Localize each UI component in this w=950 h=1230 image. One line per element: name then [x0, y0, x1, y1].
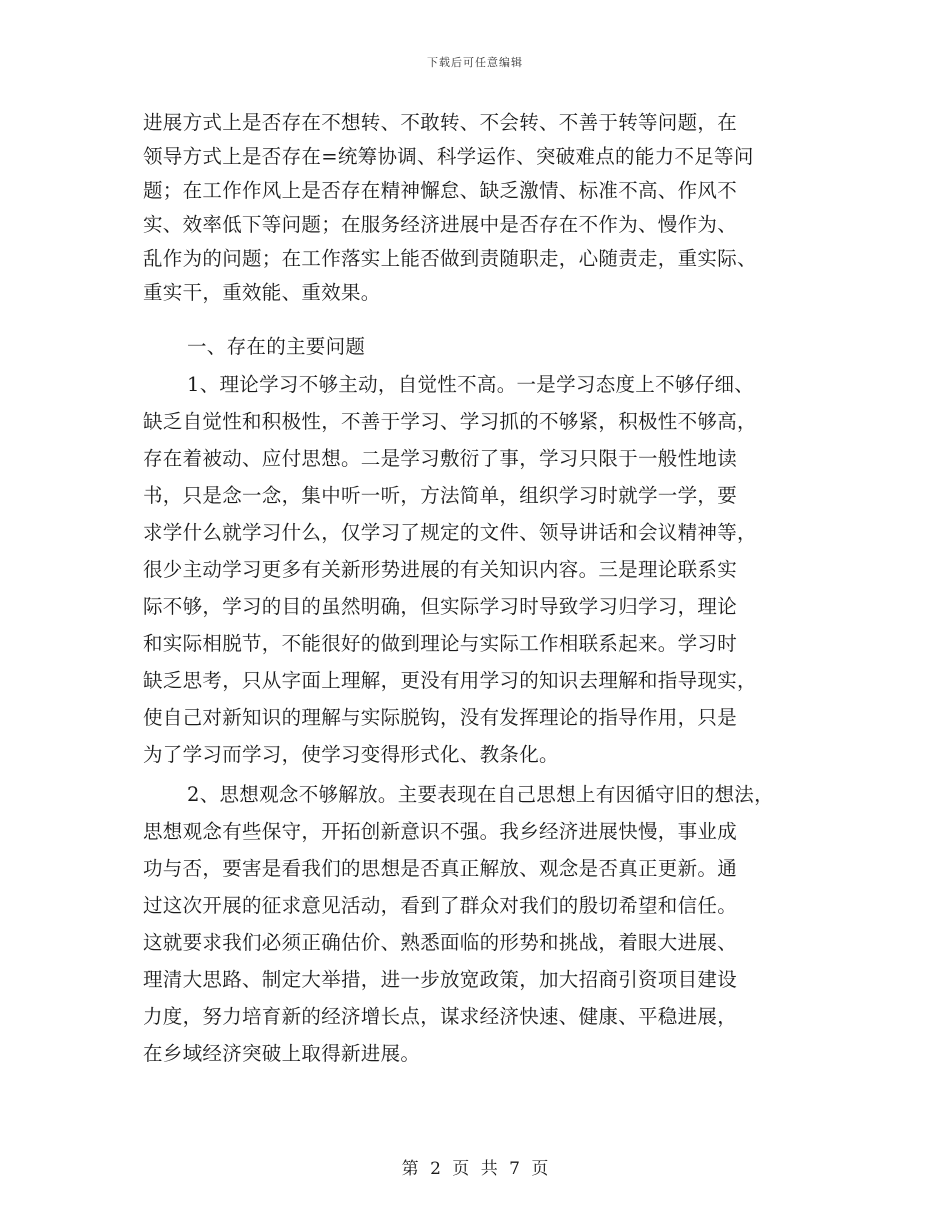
text-line: 思想观念有些保守，开拓创新意识不强。我乡经济进展快慢，事业成: [143, 820, 738, 843]
text-line: 这就要求我们必须正确估价、熟悉面临的形势和挑战，着眼大进展、: [143, 931, 738, 954]
text-line: 进展方式上是否存在不想转、不敢转、不会转、不善于转等问题，在: [143, 111, 738, 134]
text-line: 题；在工作作风上是否存在精神懈怠、缺乏激情、标准不高、作风不: [143, 179, 738, 202]
text-line: 际不够，学习的目的虽然明确，但实际学习时导致学习归学习，理论: [143, 595, 738, 618]
text-line: 缺乏思考，只从字面上理解，更没有用学习的知识去理解和指导现实，: [143, 669, 757, 692]
text-line: 实、效率低下等问题；在服务经济进展中是否存在不作为、慢作为、: [143, 213, 738, 236]
text-line: 过这次开展的征求意见活动，看到了群众对我们的殷切希望和信任。: [143, 894, 738, 917]
text-line: 存在着被动、应付思想。二是学习敷衍了事，学习只限于一般性地读: [143, 447, 738, 470]
section-heading: 一、存在的主要问题: [187, 335, 366, 358]
text-line: 理清大思路、制定大举措，进一步放宽政策，加大招商引资项目建设: [143, 968, 738, 991]
text-line: 力度，努力培育新的经济增长点，谋求经济快速、健康、平稳进展，: [143, 1005, 738, 1028]
text-line: 使自己对新知识的理解与实际脱钩，没有发挥理论的指导作用，只是: [143, 706, 738, 729]
text-line: 缺乏自觉性和积极性，不善于学习、学习抓的不够紧，积极性不够高，: [143, 410, 757, 433]
text-line: 重实干，重效能、重效果。: [143, 281, 381, 304]
text-line: 领导方式上是否存在=统筹协调、科学运作、突破难点的能力不足等问: [143, 145, 754, 168]
text-line: 功与否，要害是看我们的思想是否真正解放、观念是否真正更新。通: [143, 857, 738, 880]
paragraph-start: 1、理论学习不够主动，自觉性不高。一是学习态度上不够仔细、: [187, 373, 755, 396]
text-line: 为了学习而学习，使学习变得形式化、教条化。: [143, 743, 559, 766]
page-number: 第 2 页 共 7 页: [401, 1159, 549, 1179]
text-line: 求学什么就学习什么，仅学习了规定的文件、领导讲话和会议精神等，: [143, 521, 757, 544]
paragraph-start: 2、思想观念不够解放。主要表现在自己思想上有因循守旧的想法，: [187, 783, 774, 806]
text-line: 很少主动学习更多有关新形势进展的有关知识内容。三是理论联系实: [143, 558, 738, 581]
text-line: 在乡域经济突破上取得新进展。: [143, 1042, 421, 1065]
text-line: 乱作为的问题；在工作落实上能否做到责随职走，心随责走，重实际、: [143, 247, 757, 270]
page-header: 下载后可任意编辑: [427, 56, 523, 69]
text-line: 和实际相脱节，不能很好的做到理论与实际工作相联系起来。学习时: [143, 632, 738, 655]
text-line: 书，只是念一念，集中听一听，方法简单，组织学习时就学一学，要: [143, 484, 738, 507]
